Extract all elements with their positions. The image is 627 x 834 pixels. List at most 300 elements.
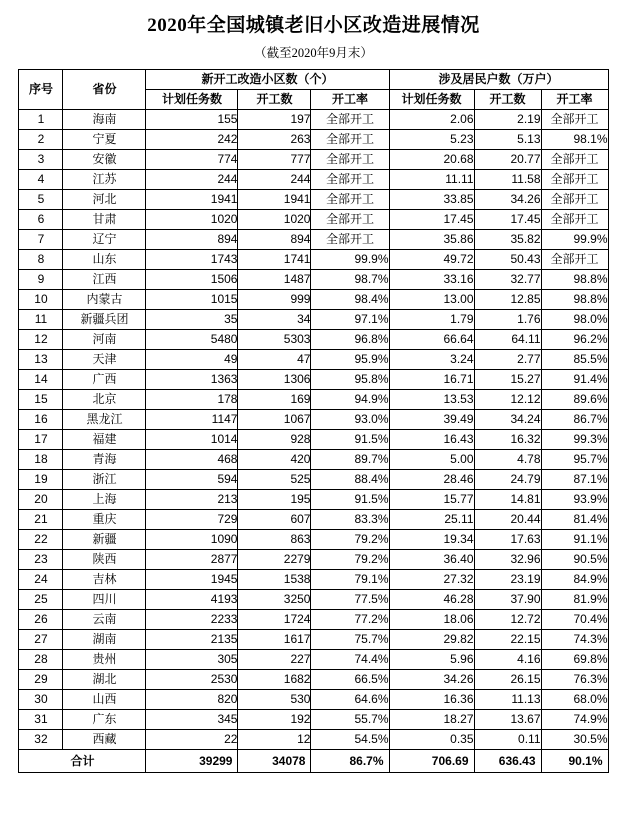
total-households-plan: 706.69	[389, 750, 474, 773]
table-row	[19, 530, 608, 550]
cell-province: 西藏	[63, 730, 146, 750]
cell-projects-rate: 全部开工	[311, 230, 389, 250]
cell-province: 甘肃	[63, 210, 146, 230]
cell-households-rate: 91.1%	[541, 530, 608, 550]
cell-households-rate: 76.3%	[541, 670, 608, 690]
cell-projects-plan: 5480	[146, 330, 238, 350]
cell-serial: 27	[19, 630, 63, 650]
table-row	[19, 170, 608, 190]
cell-projects-rate: 79.2%	[311, 550, 389, 570]
cell-projects-started: 47	[238, 350, 311, 370]
table-foot	[19, 750, 608, 773]
cell-projects-started: 197	[238, 110, 311, 130]
cell-projects-plan: 242	[146, 130, 238, 150]
cell-households-started: 2.19	[474, 110, 541, 130]
table-row	[19, 330, 608, 350]
cell-serial: 15	[19, 390, 63, 410]
cell-projects-plan: 49	[146, 350, 238, 370]
cell-projects-rate: 全部开工	[311, 110, 389, 130]
table-row	[19, 370, 608, 390]
table-row	[19, 270, 608, 290]
cell-projects-plan: 244	[146, 170, 238, 190]
cell-households-started: 13.67	[474, 710, 541, 730]
cell-households-rate: 96.2%	[541, 330, 608, 350]
cell-province: 湖南	[63, 630, 146, 650]
cell-households-started: 37.90	[474, 590, 541, 610]
cell-projects-plan: 894	[146, 230, 238, 250]
cell-projects-started: 863	[238, 530, 311, 550]
cell-projects-plan: 1945	[146, 570, 238, 590]
cell-households-started: 5.13	[474, 130, 541, 150]
cell-households-plan: 13.53	[389, 390, 474, 410]
cell-projects-plan: 1020	[146, 210, 238, 230]
cell-projects-plan: 213	[146, 490, 238, 510]
cell-households-plan: 19.34	[389, 530, 474, 550]
cell-serial: 16	[19, 410, 63, 430]
cell-projects-started: 894	[238, 230, 311, 250]
cell-serial: 20	[19, 490, 63, 510]
cell-projects-started: 244	[238, 170, 311, 190]
cell-serial: 24	[19, 570, 63, 590]
table-row	[19, 210, 608, 230]
cell-households-started: 0.11	[474, 730, 541, 750]
cell-projects-started: 420	[238, 450, 311, 470]
cell-households-plan: 16.36	[389, 690, 474, 710]
page-title: 2020年全国城镇老旧小区改造进展情况	[147, 15, 480, 36]
cell-serial: 32	[19, 730, 63, 750]
cell-province: 吉林	[63, 570, 146, 590]
cell-province: 河北	[63, 190, 146, 210]
cell-province: 江苏	[63, 170, 146, 190]
column-header-province: 省份	[63, 70, 146, 110]
table-row	[19, 610, 608, 630]
cell-province: 福建	[63, 430, 146, 450]
cell-province: 山东	[63, 250, 146, 270]
cell-households-rate: 全部开工	[541, 250, 608, 270]
cell-serial: 11	[19, 310, 63, 330]
cell-projects-started: 1741	[238, 250, 311, 270]
cell-households-rate: 全部开工	[541, 210, 608, 230]
cell-projects-plan: 2135	[146, 630, 238, 650]
cell-serial: 29	[19, 670, 63, 690]
cell-projects-rate: 96.8%	[311, 330, 389, 350]
cell-projects-started: 1724	[238, 610, 311, 630]
cell-households-started: 4.16	[474, 650, 541, 670]
cell-households-rate: 81.4%	[541, 510, 608, 530]
cell-province: 广东	[63, 710, 146, 730]
cell-serial: 28	[19, 650, 63, 670]
table-row	[19, 550, 608, 570]
cell-projects-started: 263	[238, 130, 311, 150]
cell-projects-started: 195	[238, 490, 311, 510]
cell-households-rate: 69.8%	[541, 650, 608, 670]
total-households-rate: 90.1%	[541, 750, 608, 773]
cell-households-started: 4.78	[474, 450, 541, 470]
cell-projects-started: 1682	[238, 670, 311, 690]
cell-projects-started: 928	[238, 430, 311, 450]
header-row-top	[19, 70, 608, 90]
cell-households-started: 15.27	[474, 370, 541, 390]
cell-province: 内蒙古	[63, 290, 146, 310]
cell-projects-started: 1487	[238, 270, 311, 290]
table-row	[19, 410, 608, 430]
cell-households-rate: 全部开工	[541, 110, 608, 130]
table-row	[19, 150, 608, 170]
cell-households-plan: 29.82	[389, 630, 474, 650]
cell-households-plan: 49.72	[389, 250, 474, 270]
cell-projects-rate: 54.5%	[311, 730, 389, 750]
cell-province: 广西	[63, 370, 146, 390]
cell-projects-started: 5303	[238, 330, 311, 350]
cell-projects-rate: 77.2%	[311, 610, 389, 630]
cell-households-started: 22.15	[474, 630, 541, 650]
cell-projects-plan: 1363	[146, 370, 238, 390]
cell-households-started: 11.13	[474, 690, 541, 710]
cell-projects-rate: 64.6%	[311, 690, 389, 710]
cell-serial: 25	[19, 590, 63, 610]
cell-households-plan: 25.11	[389, 510, 474, 530]
cell-province: 贵州	[63, 650, 146, 670]
cell-households-plan: 46.28	[389, 590, 474, 610]
cell-projects-plan: 1147	[146, 410, 238, 430]
table-row	[19, 570, 608, 590]
cell-projects-plan: 820	[146, 690, 238, 710]
table-row	[19, 650, 608, 670]
table-row	[19, 590, 608, 610]
cell-projects-rate: 99.9%	[311, 250, 389, 270]
cell-projects-plan: 1014	[146, 430, 238, 450]
cell-projects-rate: 91.5%	[311, 430, 389, 450]
cell-households-rate: 86.7%	[541, 410, 608, 430]
cell-projects-rate: 89.7%	[311, 450, 389, 470]
cell-province: 重庆	[63, 510, 146, 530]
cell-households-rate: 98.1%	[541, 130, 608, 150]
cell-projects-rate: 77.5%	[311, 590, 389, 610]
cell-serial: 7	[19, 230, 63, 250]
cell-households-started: 64.11	[474, 330, 541, 350]
cell-serial: 21	[19, 510, 63, 530]
cell-projects-rate: 95.8%	[311, 370, 389, 390]
table-row	[19, 130, 608, 150]
cell-households-plan: 13.00	[389, 290, 474, 310]
cell-projects-rate: 66.5%	[311, 670, 389, 690]
cell-households-plan: 18.06	[389, 610, 474, 630]
cell-serial: 1	[19, 110, 63, 130]
cell-projects-rate: 79.1%	[311, 570, 389, 590]
column-header-households-started: 开工数	[474, 90, 541, 110]
cell-households-rate: 74.9%	[541, 710, 608, 730]
cell-households-rate: 95.7%	[541, 450, 608, 470]
cell-households-started: 35.82	[474, 230, 541, 250]
cell-province: 四川	[63, 590, 146, 610]
cell-households-plan: 39.49	[389, 410, 474, 430]
cell-households-rate: 98.8%	[541, 270, 608, 290]
table-row	[19, 430, 608, 450]
cell-province: 山西	[63, 690, 146, 710]
cell-serial: 8	[19, 250, 63, 270]
cell-households-rate: 全部开工	[541, 150, 608, 170]
table-row	[19, 490, 608, 510]
total-row	[19, 750, 608, 773]
cell-projects-started: 1020	[238, 210, 311, 230]
cell-projects-plan: 1941	[146, 190, 238, 210]
total-projects-started: 34078	[238, 750, 311, 773]
cell-serial: 6	[19, 210, 63, 230]
table-row	[19, 730, 608, 750]
cell-households-started: 12.72	[474, 610, 541, 630]
cell-serial: 22	[19, 530, 63, 550]
cell-households-plan: 66.64	[389, 330, 474, 350]
cell-projects-started: 1067	[238, 410, 311, 430]
table-row	[19, 250, 608, 270]
cell-province: 新疆	[63, 530, 146, 550]
cell-households-started: 14.81	[474, 490, 541, 510]
cell-households-rate: 81.9%	[541, 590, 608, 610]
cell-serial: 23	[19, 550, 63, 570]
cell-projects-plan: 2233	[146, 610, 238, 630]
cell-households-rate: 87.1%	[541, 470, 608, 490]
cell-serial: 4	[19, 170, 63, 190]
cell-households-plan: 5.96	[389, 650, 474, 670]
cell-serial: 14	[19, 370, 63, 390]
column-header-projects-rate: 开工率	[311, 90, 389, 110]
cell-households-started: 12.85	[474, 290, 541, 310]
column-header-households-plan: 计划任务数	[389, 90, 474, 110]
cell-serial: 31	[19, 710, 63, 730]
cell-serial: 5	[19, 190, 63, 210]
cell-province: 河南	[63, 330, 146, 350]
cell-province: 辽宁	[63, 230, 146, 250]
cell-projects-rate: 全部开工	[311, 150, 389, 170]
cell-households-rate: 93.9%	[541, 490, 608, 510]
cell-households-plan: 35.86	[389, 230, 474, 250]
cell-projects-plan: 2877	[146, 550, 238, 570]
renovation-progress-table	[18, 69, 608, 773]
cell-projects-plan: 22	[146, 730, 238, 750]
cell-projects-started: 777	[238, 150, 311, 170]
cell-households-plan: 18.27	[389, 710, 474, 730]
cell-households-started: 12.12	[474, 390, 541, 410]
cell-serial: 19	[19, 470, 63, 490]
table-row	[19, 450, 608, 470]
cell-projects-started: 192	[238, 710, 311, 730]
cell-households-rate: 98.8%	[541, 290, 608, 310]
total-label: 合计	[19, 750, 146, 773]
cell-province: 宁夏	[63, 130, 146, 150]
cell-serial: 10	[19, 290, 63, 310]
cell-projects-started: 607	[238, 510, 311, 530]
cell-projects-plan: 729	[146, 510, 238, 530]
cell-households-started: 2.77	[474, 350, 541, 370]
cell-households-started: 32.77	[474, 270, 541, 290]
cell-province: 浙江	[63, 470, 146, 490]
cell-projects-started: 12	[238, 730, 311, 750]
total-households-started: 636.43	[474, 750, 541, 773]
table-row	[19, 310, 608, 330]
cell-households-plan: 5.23	[389, 130, 474, 150]
cell-households-plan: 16.43	[389, 430, 474, 450]
cell-serial: 13	[19, 350, 63, 370]
cell-projects-plan: 2530	[146, 670, 238, 690]
cell-households-started: 23.19	[474, 570, 541, 590]
cell-households-rate: 全部开工	[541, 190, 608, 210]
cell-households-rate: 91.4%	[541, 370, 608, 390]
cell-projects-plan: 1743	[146, 250, 238, 270]
cell-households-plan: 20.68	[389, 150, 474, 170]
column-header-serial: 序号	[19, 70, 63, 110]
cell-households-plan: 16.71	[389, 370, 474, 390]
cell-households-plan: 11.11	[389, 170, 474, 190]
cell-projects-started: 169	[238, 390, 311, 410]
cell-projects-started: 1941	[238, 190, 311, 210]
cell-projects-rate: 55.7%	[311, 710, 389, 730]
cell-projects-plan: 155	[146, 110, 238, 130]
cell-households-started: 50.43	[474, 250, 541, 270]
cell-province: 湖北	[63, 670, 146, 690]
cell-households-rate: 99.3%	[541, 430, 608, 450]
cell-households-plan: 1.79	[389, 310, 474, 330]
cell-projects-started: 227	[238, 650, 311, 670]
cell-province: 上海	[63, 490, 146, 510]
cell-households-started: 1.76	[474, 310, 541, 330]
total-projects-plan: 39299	[146, 750, 238, 773]
cell-households-plan: 34.26	[389, 670, 474, 690]
cell-province: 新疆兵团	[63, 310, 146, 330]
cell-households-rate: 84.9%	[541, 570, 608, 590]
cell-projects-plan: 178	[146, 390, 238, 410]
cell-province: 北京	[63, 390, 146, 410]
column-header-projects-plan: 计划任务数	[146, 90, 238, 110]
table-body	[19, 110, 608, 750]
cell-serial: 18	[19, 450, 63, 470]
cell-projects-plan: 594	[146, 470, 238, 490]
table-row	[19, 390, 608, 410]
cell-serial: 2	[19, 130, 63, 150]
total-projects-rate: 86.7%	[311, 750, 389, 773]
column-group-header-projects: 新开工改造小区数（个）	[146, 70, 389, 90]
cell-projects-rate: 全部开工	[311, 190, 389, 210]
cell-projects-rate: 83.3%	[311, 510, 389, 530]
cell-projects-started: 34	[238, 310, 311, 330]
cell-households-plan: 36.40	[389, 550, 474, 570]
cell-projects-started: 1306	[238, 370, 311, 390]
cell-households-started: 26.15	[474, 670, 541, 690]
cell-households-rate: 70.4%	[541, 610, 608, 630]
cell-households-plan: 0.35	[389, 730, 474, 750]
cell-projects-plan: 1506	[146, 270, 238, 290]
cell-households-started: 24.79	[474, 470, 541, 490]
cell-serial: 30	[19, 690, 63, 710]
cell-projects-started: 525	[238, 470, 311, 490]
cell-households-rate: 85.5%	[541, 350, 608, 370]
table-row	[19, 710, 608, 730]
table-head	[19, 70, 608, 110]
cell-projects-rate: 98.4%	[311, 290, 389, 310]
cell-households-rate: 99.9%	[541, 230, 608, 250]
cell-province: 云南	[63, 610, 146, 630]
cell-province: 江西	[63, 270, 146, 290]
cell-projects-plan: 4193	[146, 590, 238, 610]
cell-projects-plan: 305	[146, 650, 238, 670]
cell-projects-rate: 94.9%	[311, 390, 389, 410]
cell-households-plan: 2.06	[389, 110, 474, 130]
cell-province: 陕西	[63, 550, 146, 570]
table-row	[19, 470, 608, 490]
cell-province: 黑龙江	[63, 410, 146, 430]
page-subtitle: （截至2020年9月末）	[254, 46, 373, 60]
cell-projects-started: 3250	[238, 590, 311, 610]
cell-projects-rate: 93.0%	[311, 410, 389, 430]
table-row	[19, 110, 608, 130]
cell-projects-started: 530	[238, 690, 311, 710]
cell-households-rate: 90.5%	[541, 550, 608, 570]
cell-projects-rate: 95.9%	[311, 350, 389, 370]
cell-households-started: 17.63	[474, 530, 541, 550]
cell-households-rate: 74.3%	[541, 630, 608, 650]
cell-households-plan: 5.00	[389, 450, 474, 470]
table-row	[19, 510, 608, 530]
cell-projects-rate: 全部开工	[311, 170, 389, 190]
cell-projects-rate: 91.5%	[311, 490, 389, 510]
column-header-households-rate: 开工率	[541, 90, 608, 110]
cell-households-started: 34.26	[474, 190, 541, 210]
cell-projects-rate: 全部开工	[311, 130, 389, 150]
cell-projects-started: 999	[238, 290, 311, 310]
cell-province: 青海	[63, 450, 146, 470]
cell-households-started: 16.32	[474, 430, 541, 450]
cell-province: 天津	[63, 350, 146, 370]
cell-projects-rate: 88.4%	[311, 470, 389, 490]
table-row	[19, 690, 608, 710]
table-row	[19, 290, 608, 310]
cell-projects-started: 1617	[238, 630, 311, 650]
cell-projects-plan: 1015	[146, 290, 238, 310]
cell-households-started: 20.44	[474, 510, 541, 530]
cell-households-plan: 28.46	[389, 470, 474, 490]
cell-projects-rate: 98.7%	[311, 270, 389, 290]
cell-serial: 3	[19, 150, 63, 170]
cell-projects-plan: 468	[146, 450, 238, 470]
cell-projects-plan: 1090	[146, 530, 238, 550]
table-row	[19, 630, 608, 650]
cell-households-rate: 30.5%	[541, 730, 608, 750]
cell-households-plan: 15.77	[389, 490, 474, 510]
cell-households-started: 20.77	[474, 150, 541, 170]
cell-households-rate: 68.0%	[541, 690, 608, 710]
cell-projects-plan: 345	[146, 710, 238, 730]
cell-projects-started: 2279	[238, 550, 311, 570]
cell-projects-rate: 全部开工	[311, 210, 389, 230]
cell-households-rate: 98.0%	[541, 310, 608, 330]
cell-province: 海南	[63, 110, 146, 130]
cell-households-started: 11.58	[474, 170, 541, 190]
column-group-header-households: 涉及居民户数（万户）	[389, 70, 608, 90]
cell-projects-rate: 79.2%	[311, 530, 389, 550]
cell-province: 安徽	[63, 150, 146, 170]
cell-serial: 12	[19, 330, 63, 350]
cell-households-started: 34.24	[474, 410, 541, 430]
table-row	[19, 350, 608, 370]
cell-projects-rate: 74.4%	[311, 650, 389, 670]
cell-projects-rate: 97.1%	[311, 310, 389, 330]
cell-projects-plan: 35	[146, 310, 238, 330]
table-row	[19, 230, 608, 250]
cell-households-plan: 17.45	[389, 210, 474, 230]
table-row	[19, 190, 608, 210]
cell-serial: 26	[19, 610, 63, 630]
cell-serial: 17	[19, 430, 63, 450]
column-header-projects-started: 开工数	[238, 90, 311, 110]
